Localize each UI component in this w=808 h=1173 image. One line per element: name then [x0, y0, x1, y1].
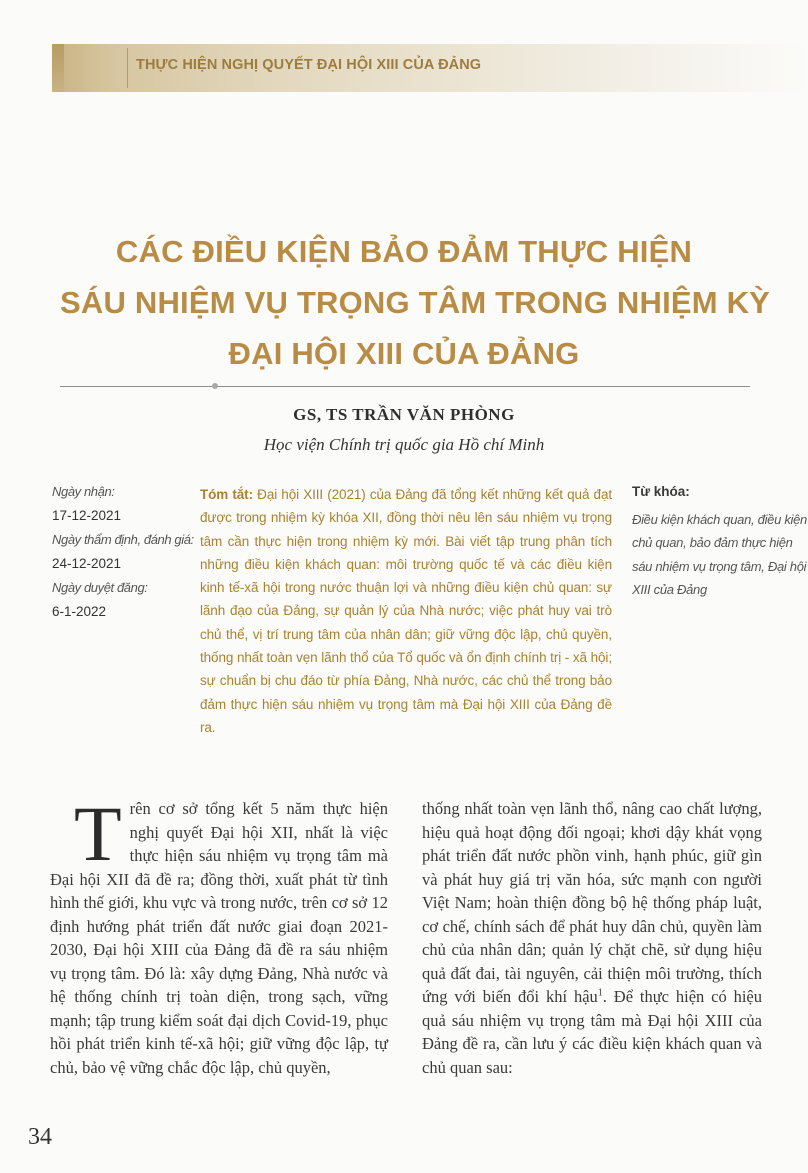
running-header-title: THỰC HIỆN NGHỊ QUYẾT ĐẠI HỘI XIII CỦA ĐẢNG — [136, 57, 482, 73]
reviewed-date-value: 24-12-2021 — [52, 556, 122, 571]
keywords-label: Từ khóa: — [632, 484, 690, 499]
abstract — [200, 483, 612, 739]
received-date-value: 17-12-2021 — [52, 508, 122, 523]
title-rule — [60, 386, 750, 387]
received-date-label: Ngày nhận: — [52, 484, 115, 499]
article-title-line-1: CÁC ĐIỀU KIỆN BẢO ĐẢM THỰC HIỆN — [115, 234, 693, 269]
author-affiliation: Học viện Chính trị quốc gia Hồ chí Minh — [263, 435, 545, 454]
approved-date-label: Ngày duyệt đăng: — [52, 580, 148, 595]
footnote-reference[interactable]: 1 — [597, 987, 603, 999]
abstract-label: Tóm tắt: — [200, 487, 253, 502]
header-divider — [127, 48, 128, 88]
drop-cap: T — [74, 790, 122, 877]
body-text-right-b: . Để thực hiện có hiệu quả sáu nhiệm vụ trọng tâm mà Đại hội XIII của Đảng đề ra, cần lưu ý các điều kiện khách quan và chủ quan sau: — [422, 987, 763, 1077]
reviewed-date-label: Ngày thẩm định, đánh giá: — [52, 532, 194, 547]
body-column-left — [50, 790, 388, 1079]
approved-date-value: 6-1-2022 — [52, 604, 107, 619]
author-name: GS, TS TRẦN VĂN PHÒNG — [293, 405, 515, 424]
rule-ornament — [212, 383, 218, 389]
header-accent-bar — [52, 44, 64, 92]
article-title — [60, 226, 771, 379]
article-title-line-3: ĐẠI HỘI XIII CỦA ĐẢNG — [228, 336, 580, 371]
body-column-right — [422, 797, 762, 1079]
keywords-text: Điều kiện khách quan, điều kiện chủ quan, bảo đảm thực hiện sáu nhiệm vụ trọng tâm, Đại hội XIII của Đảng — [632, 512, 807, 597]
page-number: 34 — [28, 1124, 52, 1150]
body-text-right-a: thống nhất toàn vẹn lãnh thổ, nâng cao chất lượng, hiệu quả hoạt động đối ngoại; khơi dậy khát vọng phát triển đất nước phồn vinh, hạnh phúc, giữ gìn và phát huy giá trị văn hóa, sức mạnh con người Việt Nam; hoàn thiện đồng bộ hệ thống pháp luật, cơ chế, chính sách để phát huy dân chủ, quyền làm chủ của nhân dân; quản lý chặt chẽ, sử dụng hiệu quả đất đai, tài nguyên, cải thiện môi trường, thích ứng với biến đổi khí hậu — [422, 799, 762, 1006]
abstract-text: Đại hội XIII (2021) của Đảng đã tổng kết những kết quả đạt được trong nhiệm kỳ khóa XII, đồng thời nêu lên sáu nhiệm vụ trọng tâm cần thực hiện trong nhiệm kỳ mới. Bài viết tập trung phân tích những điều kiện khách quan: môi trường quốc tế và các điều kiện kinh tế-xã hội trong nước thuận lợi và những điều kiện chủ quan: sự lãnh đạo của Đảng, sự quản lý của Nhà nước; việc phát huy vai trò chủ thể, vị trí trung tâm của nhân dân; giữ vững độc lập, chủ quyền, thống nhất toàn vẹn lãnh thổ của Tổ quốc và ổn định chính trị - xã hội; sự chuẩn bị chu đáo từ phía Đảng, Nhà nước, các chủ thể trong bảo đảm thực hiện sáu nhiệm vụ trọng tâm mà Đại hội XIII của Đảng đề ra. — [200, 487, 612, 735]
article-title-line-2: SÁU NHIỆM VỤ TRỌNG TÂM TRONG NHIỆM KỲ — [60, 285, 771, 320]
body-text-left: rên cơ sở tổng kết 5 năm thực hiện nghị quyết Đại hội XII, nhất là việc thực hiện sáu nhiệm vụ trọng tâm mà Đại hội XII đã đề ra; đồng thời, xuất phát từ tình hình thế giới, khu vực và trong nước, trên cơ sở 12 định hướng phát triển đất nước giai đoạn 2021-2030, Đại hội XIII của Đảng đã đề ra sáu nhiệm vụ trọng tâm. Đó là: xây dựng Đảng, Nhà nước và hệ thống chính trị toàn diện, trong sạch, vững mạnh; tập trung kiểm soát đại dịch Covid-19, phục hồi phát triển kinh tế-xã hội; giữ vững độc lập, tự chủ, bảo vệ vững chắc độc lập, chủ quyền, — [50, 799, 388, 1077]
